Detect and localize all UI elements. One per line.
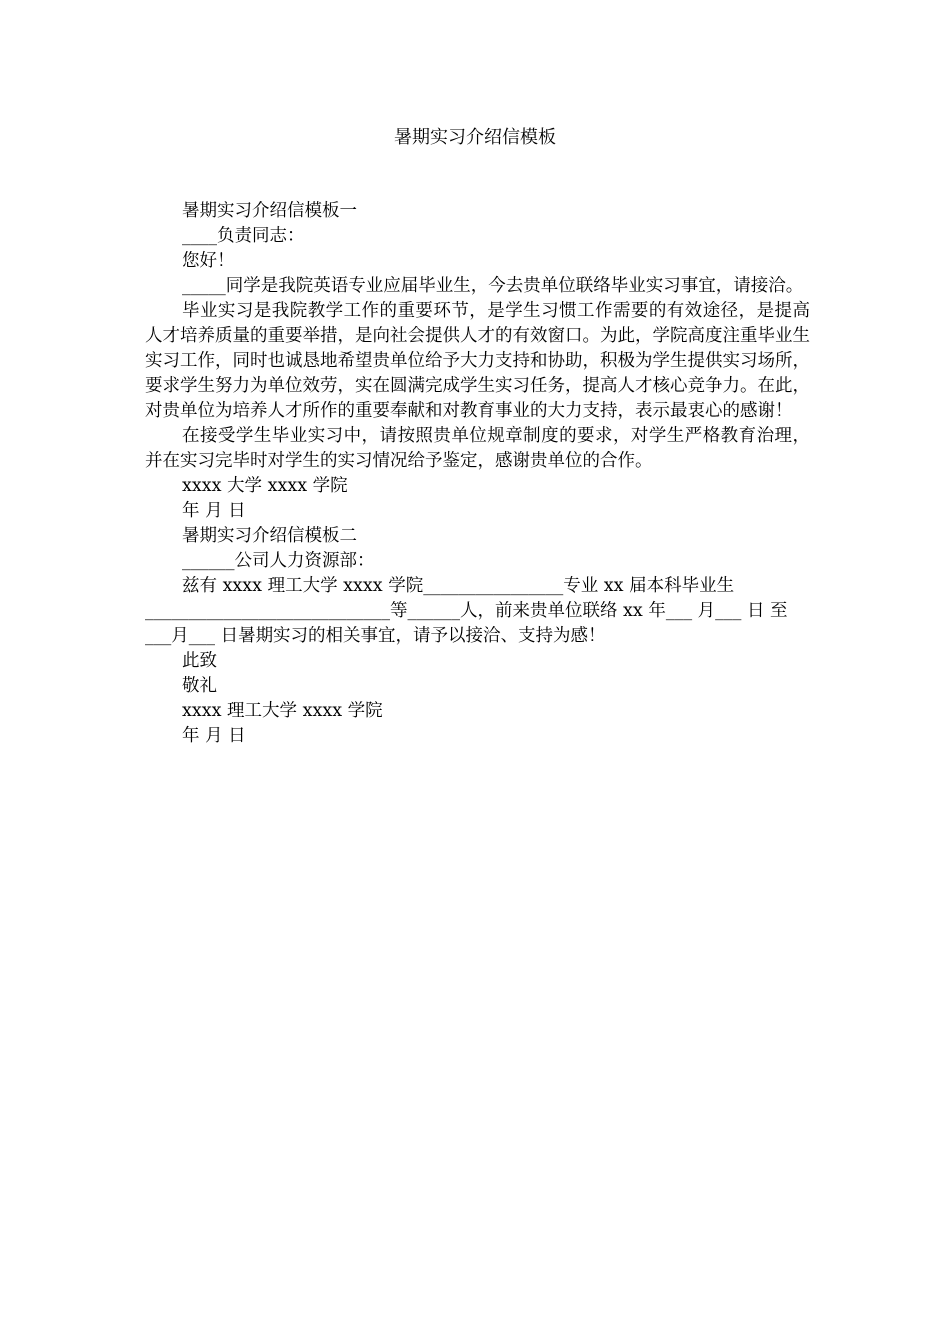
document-body — [145, 199, 810, 749]
template-one-date: 年 月 日 — [182, 501, 246, 521]
template-one-intro-paragraph: _____同学是我院英语专业应届毕业生，今去贵单位联络毕业实习事宜，请接洽。 — [182, 276, 804, 296]
template-two-signature: xxxx 理工大学 xxxx 学院 — [182, 701, 383, 721]
template-one-signature: xxxx 大学 xxxx 学院 — [182, 476, 348, 496]
template-one-request-paragraph: 在接受学生毕业实习中，请按照贵单位规章制度的要求，对学生严格教育治理，并在实习完毕时对学生的实习情况给予鉴定，感谢贵单位的合作。 — [145, 426, 810, 471]
document-title: 暑期实习介绍信模板 — [394, 127, 556, 148]
template-one-salutation: ____负责同志： — [182, 226, 305, 246]
template-two-closing-1: 此致 — [182, 651, 217, 671]
template-two-closing-2: 敬礼 — [182, 676, 217, 696]
template-two-salutation: ______公司人力资源部： — [182, 551, 375, 571]
template-two-heading: 暑期实习介绍信模板二 — [182, 526, 357, 546]
template-two-date: 年 月 日 — [182, 726, 246, 746]
template-one-heading: 暑期实习介绍信模板一 — [182, 201, 357, 221]
template-one-main-paragraph: 毕业实习是我院教学工作的重要环节，是学生习惯工作需要的有效途径，是提高人才培养质量的重要举措，是向社会提供人才的有效窗口。为此，学院高度注重毕业生实习工作，同时也诚恳地希望贵单位给予大力支持和协助，积极为学生提供实习场所，要求学生努力为单位效劳，实在圆满完成学生实习任务，提高人才核心竞争力。在此，对贵单位为培养人才所作的重要奉献和对教育事业的大力支持，表示最衷心的感谢！ — [145, 301, 810, 421]
template-two-main-paragraph: 兹有 xxxx 理工大学 xxxx 学院________________专业 xx 届本科毕业生____________________________等______人，前来贵单位联络 xx 年___ 月___ 日 至 ___月___ 日暑期实习的相关事宜，请予以接洽、支持为感！ — [145, 576, 788, 646]
template-one-greeting: 您好！ — [182, 251, 235, 271]
